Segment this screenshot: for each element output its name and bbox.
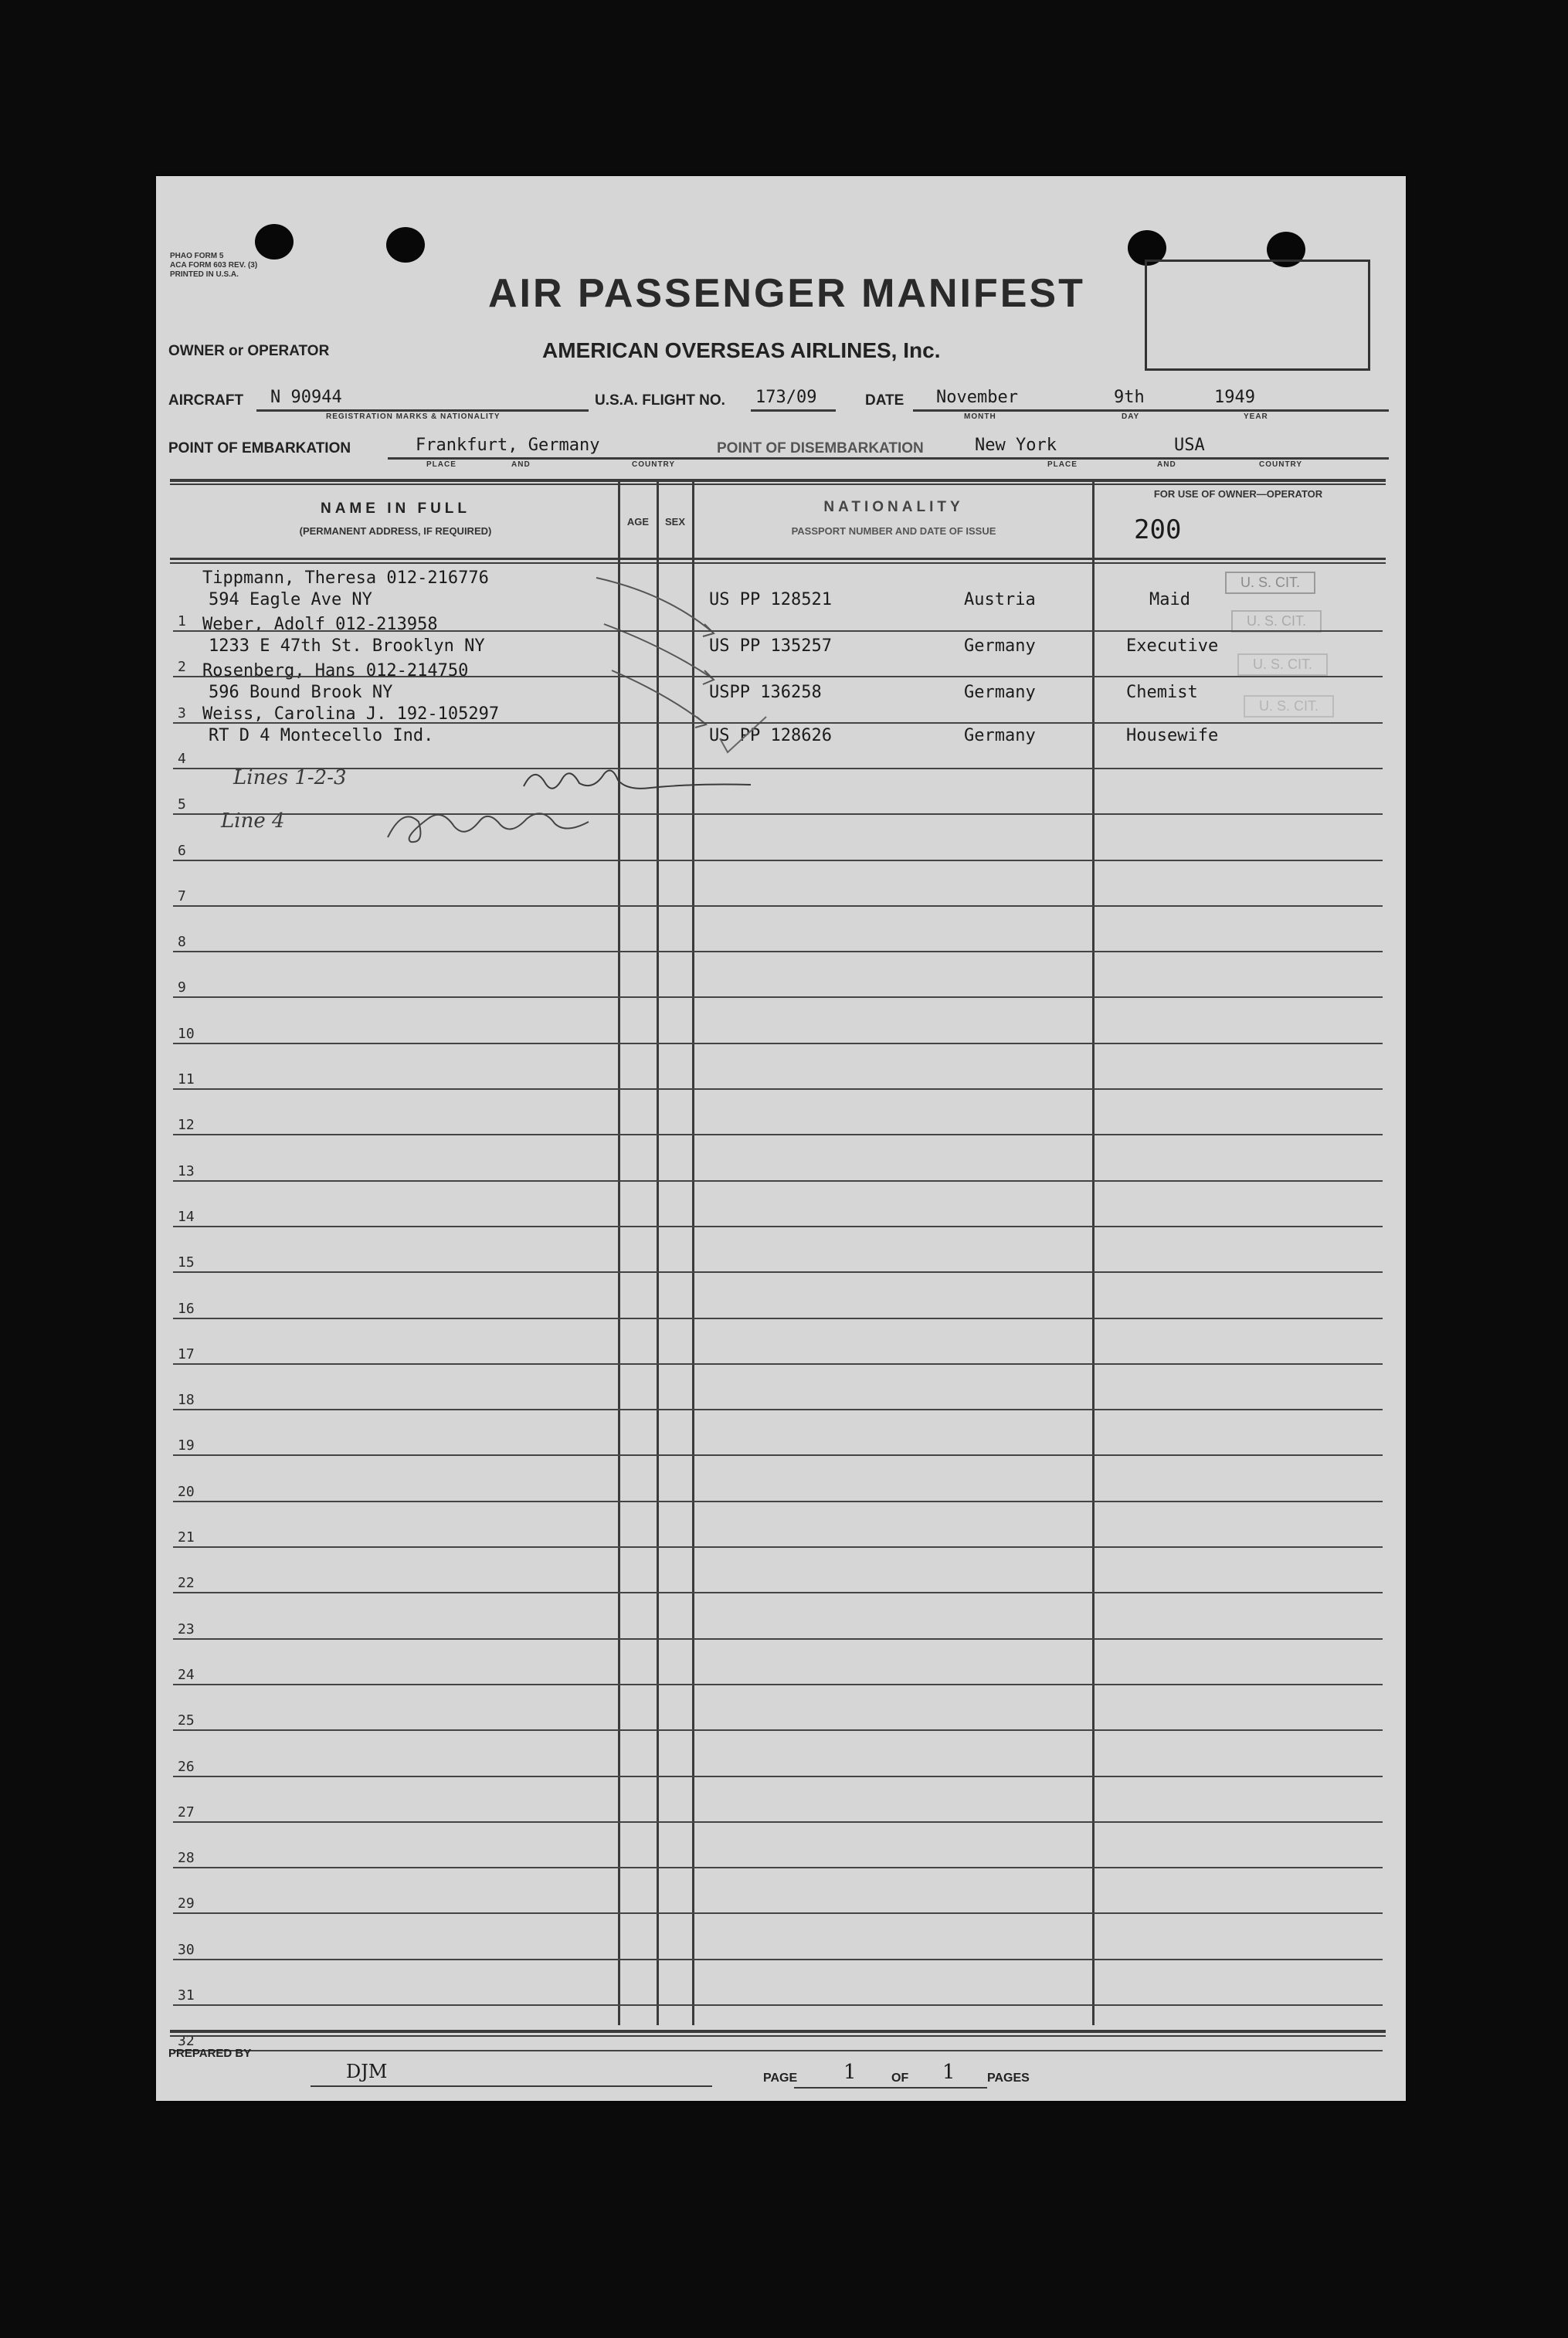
row-number: 25 <box>178 1712 195 1729</box>
row-number: 16 <box>178 1301 195 1317</box>
row-number: 19 <box>178 1437 195 1454</box>
row-number: 20 <box>178 1484 195 1500</box>
row-rule <box>173 1776 1383 1777</box>
row-rule <box>173 1363 1383 1365</box>
row-number: 31 <box>178 1987 195 2004</box>
row-rule <box>173 1638 1383 1640</box>
disembark-label: POINT OF DISEMBARKATION <box>717 440 924 456</box>
page-label: PAGE <box>763 2072 798 2085</box>
row-number: 15 <box>178 1254 195 1271</box>
prepared-value: DJM <box>346 2061 388 2082</box>
owner-use-header: FOR USE OF OWNER—OPERATOR <box>1153 488 1323 500</box>
row-rule <box>173 1318 1383 1319</box>
row-number: 17 <box>178 1346 195 1362</box>
of-label: OF <box>891 2072 909 2085</box>
row-number: 1 <box>178 613 186 629</box>
row-rule <box>173 1546 1383 1548</box>
row-rule <box>173 1912 1383 1914</box>
disembark-place: New York <box>975 436 1057 455</box>
row-number: 4 <box>178 751 186 767</box>
page-value: 1 <box>843 2061 857 2084</box>
disembark-country: USA <box>1174 436 1205 455</box>
punch-hole <box>386 227 425 263</box>
of-value: 1 <box>942 2061 955 2084</box>
row-number: 21 <box>178 1529 195 1546</box>
row-rule <box>173 1226 1383 1227</box>
row-number: 32 <box>178 2033 195 2049</box>
row-rule <box>173 1409 1383 1410</box>
handwritten-note-row5: Lines 1-2-3 <box>233 766 347 789</box>
owner-label: OWNER or OPERATOR <box>168 343 330 359</box>
row-number: 28 <box>178 1850 195 1866</box>
owner-use-value: 200 <box>1134 514 1182 545</box>
row-rule <box>173 1088 1383 1090</box>
age-header: AGE <box>626 516 650 528</box>
row-rule <box>173 722 1383 724</box>
row-rule <box>173 951 1383 952</box>
aircraft-value: N 90944 <box>270 388 342 407</box>
prepared-label: PREPARED BY <box>168 2047 252 2060</box>
us-cit-stamp: U. S. CIT. <box>1231 610 1322 633</box>
us-cit-stamp: U. S. CIT. <box>1237 653 1328 676</box>
col-divider <box>1092 482 1095 2025</box>
row-rule <box>173 996 1383 998</box>
row-number: 24 <box>178 1667 195 1683</box>
row-number: 13 <box>178 1163 195 1179</box>
form-id: PHAO FORM 5 ACA FORM 603 REV. (3) PRINTED IN U.S.A. <box>170 252 258 279</box>
embark-place: Frankfurt, Germany <box>416 436 600 455</box>
row-rule <box>173 1867 1383 1868</box>
row-rule <box>173 2050 1383 2051</box>
row-rule <box>173 905 1383 907</box>
row-number: 10 <box>178 1026 195 1042</box>
row-rule <box>173 2004 1383 2006</box>
row-number: 8 <box>178 934 186 950</box>
row-rule <box>173 1134 1383 1135</box>
handwritten-signature-icon <box>519 760 766 797</box>
sex-header: SEX <box>664 516 685 528</box>
name-header: NAME IN FULL <box>320 501 471 517</box>
row-rule <box>173 1592 1383 1593</box>
row-number: 6 <box>178 843 186 859</box>
handwritten-signature-icon <box>380 799 612 848</box>
manifest-page: PHAO FORM 5 ACA FORM 603 REV. (3) PRINTED IN U.S.A. AIR PASSENGER MANIFEST OWNER or OPERATOR AMERICAN OVERSEAS AIRLINES, Inc. AIRCRAFT N 90944 REGISTRATION MARKS & NATIONALITY U.S.A. FLIGHT NO. 173/09 DATE November 9th 1949 MONTH DAY YEAR POINT OF EMBARKATION Frankfurt, Germany POINT OF DISEMBARKATION New York USA PLACE AND COUNTRY PLACE AND COUNTRY NAME IN FULL (PERMANENT ADDRESS, IF REQUIRED) AGE SEX NATIONALITY PASSPORT NUMBER AND DATE OF ISSUE FOR USE OF OWNER—OPERATOR 200 Tippmann, Theresa 012-216776 594 Eagle Ave NY US PP 128521 Austria Maid Weber, Adolf 012-213958 1233 E 47th St. Brooklyn NY US PP 135257 Germany Executive Rosenberg, Hans 012-214750 596 Bound Brook NY USPP 136258 Germany Chemist Weiss, Carolina J. 192-105297 RT D 4 Montecello Ind. US PP 128626 Germany Housewife U. S. CIT. U. S. CIT. U. S. CIT. U. S. CIT. Lines 1-2-3 Line 4 1 2 3 4 5 6 7 8 9 10 11 12 13 14 15 16 17 18 19 20 21 22 23 24 25 26 27 28 29 30 31 32 PREPARED BY DJM PAGE 1 OF 1 PAGES <box>156 176 1406 2101</box>
row-number: 22 <box>178 1575 195 1591</box>
us-cit-stamp: U. S. CIT. <box>1244 695 1334 718</box>
day-caption: DAY <box>1122 412 1140 421</box>
row-number: 2 <box>178 659 186 675</box>
date-month: November <box>936 388 1018 407</box>
row-rule <box>173 860 1383 861</box>
row-number: 27 <box>178 1804 195 1821</box>
punch-hole <box>255 224 294 260</box>
aircraft-label: AIRCRAFT <box>168 392 244 409</box>
row-rule <box>173 1180 1383 1182</box>
flight-label: U.S.A. FLIGHT NO. <box>595 392 725 409</box>
check-mark-icon <box>589 562 789 763</box>
row-rule <box>173 1271 1383 1273</box>
form-title: AIR PASSENGER MANIFEST <box>488 271 1085 316</box>
row-number: 14 <box>178 1209 195 1225</box>
row-rule <box>173 1729 1383 1731</box>
row-number: 11 <box>178 1071 195 1088</box>
row-number: 30 <box>178 1942 195 1958</box>
pages-label: PAGES <box>987 2072 1030 2085</box>
us-cit-stamp: U. S. CIT. <box>1225 572 1315 594</box>
row-rule <box>173 1684 1383 1685</box>
aircraft-caption: REGISTRATION MARKS & NATIONALITY <box>326 412 501 421</box>
row-number: 7 <box>178 888 186 904</box>
month-caption: MONTH <box>964 412 996 421</box>
handwritten-note-row6: Line 4 <box>221 809 285 833</box>
date-year: 1949 <box>1214 388 1255 407</box>
row-rule <box>173 1821 1383 1823</box>
row-number: 29 <box>178 1895 195 1912</box>
row-rule <box>173 1959 1383 1960</box>
row-number: 3 <box>178 705 186 721</box>
embark-label: POINT OF EMBARKATION <box>168 440 351 456</box>
row-rule <box>173 813 1383 815</box>
row-rule <box>173 768 1383 769</box>
owner-value: AMERICAN OVERSEAS AIRLINES, Inc. <box>542 338 941 362</box>
row-rule <box>173 1501 1383 1502</box>
year-caption: YEAR <box>1244 412 1268 421</box>
row-number: 26 <box>178 1759 195 1775</box>
nationality-header: NATIONALITY <box>823 499 964 515</box>
name-subheader: (PERMANENT ADDRESS, IF REQUIRED) <box>299 525 492 537</box>
row-rule <box>173 676 1383 677</box>
stamp-box <box>1145 260 1370 371</box>
row-rule <box>173 630 1383 632</box>
date-day: 9th <box>1114 388 1145 407</box>
row-number: 23 <box>178 1621 195 1637</box>
flight-value: 173/09 <box>755 388 817 407</box>
row-number: 5 <box>178 796 186 813</box>
date-label: DATE <box>865 392 904 409</box>
row-number: 18 <box>178 1392 195 1408</box>
row-number: 12 <box>178 1117 195 1133</box>
nationality-subheader: PASSPORT NUMBER AND DATE OF ISSUE <box>791 525 996 537</box>
row-rule <box>173 1043 1383 1044</box>
row-number: 9 <box>178 979 186 996</box>
row-rule <box>173 1454 1383 1456</box>
